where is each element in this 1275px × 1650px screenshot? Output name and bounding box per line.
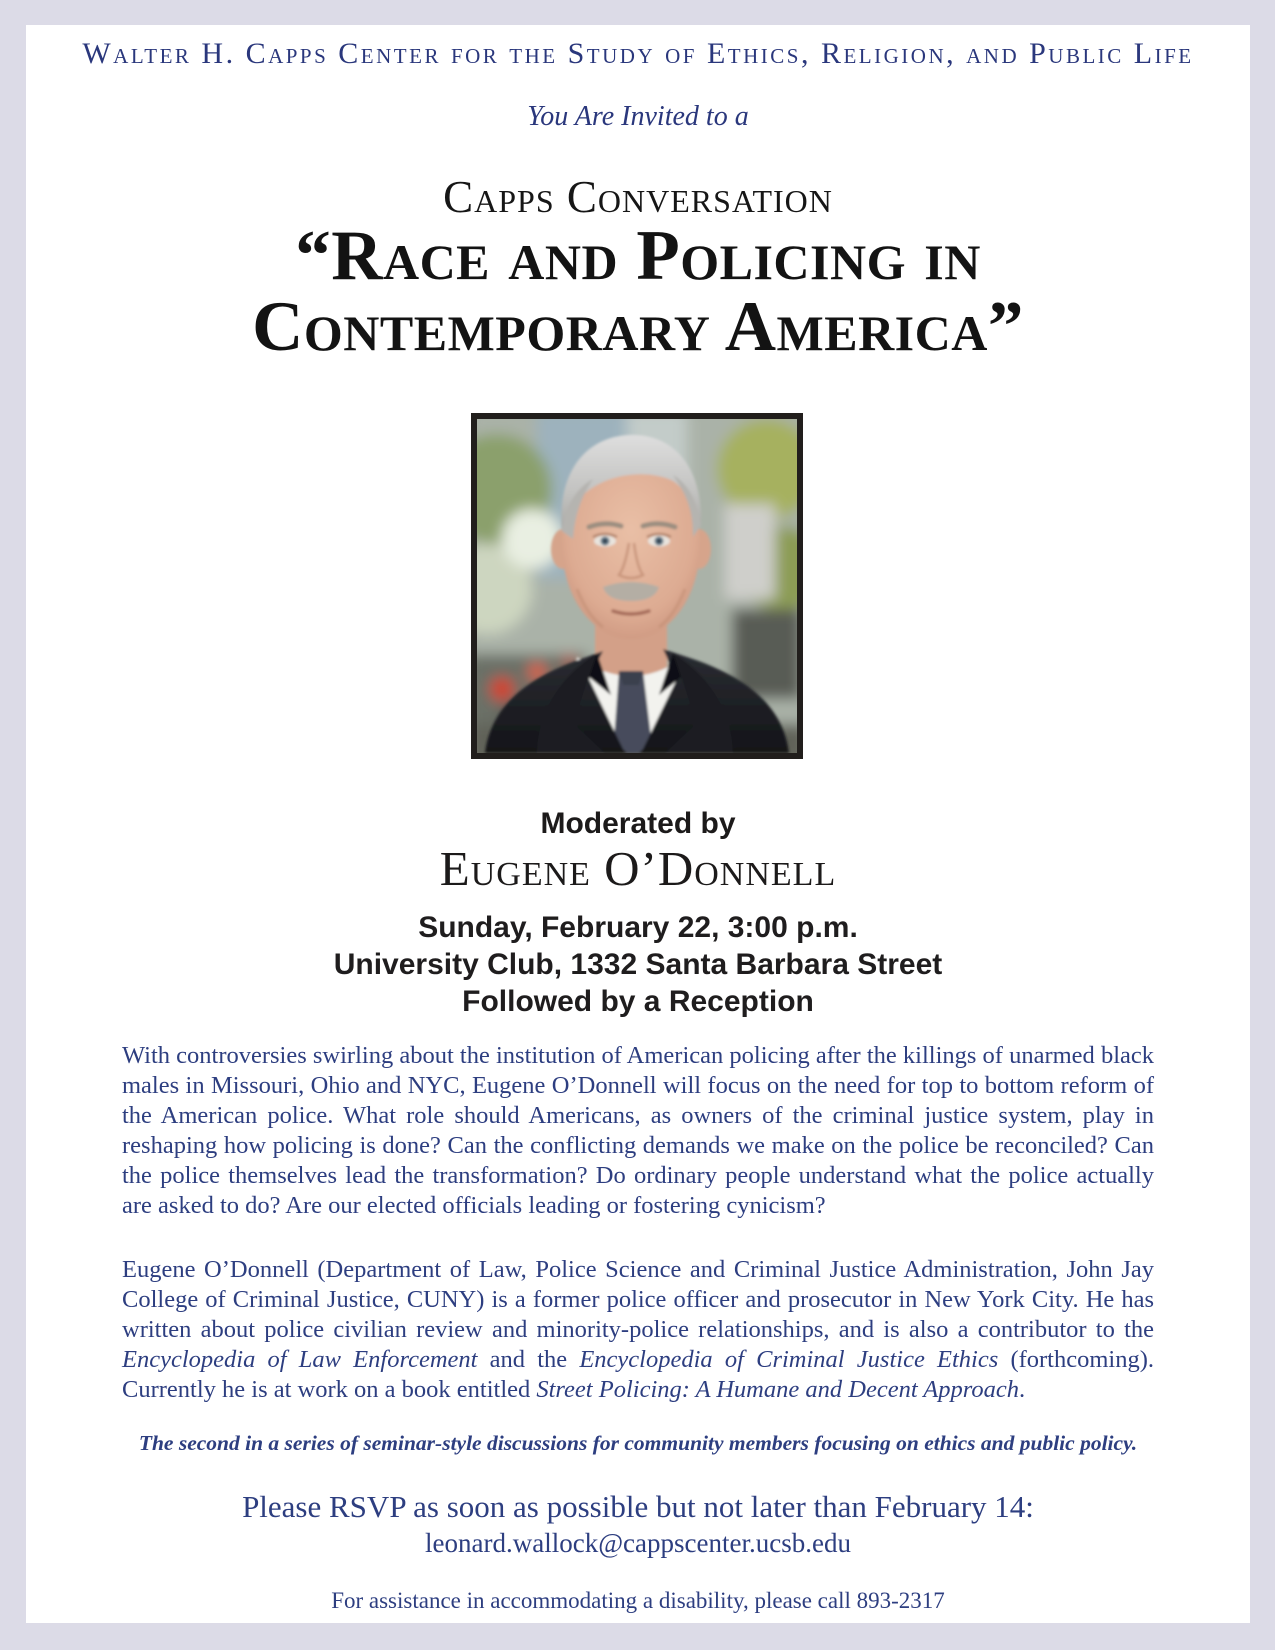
- event-reception: Followed by a Reception: [462, 985, 814, 1018]
- rsvp-email-link[interactable]: leonard.wallock@cappscenter.ucsb.edu: [425, 1528, 851, 1558]
- bio-text: .: [1019, 1376, 1026, 1403]
- moderated-by-label: Moderated by: [540, 807, 736, 840]
- book-title-3: Street Policing: A Humane and Decent Approach: [536, 1376, 1020, 1403]
- rsvp-line: Please RSVP as soon as possible but not later than February 14:: [242, 1489, 1034, 1524]
- series-note: The second in a series of seminar-style discussions for community members focusing on ethics and public policy.: [138, 1431, 1138, 1455]
- event-datetime: Sunday, February 22, 3:00 p.m.: [418, 911, 858, 944]
- flyer-sheet: [26, 25, 1250, 1623]
- event-title-line2: Contemporary America”: [252, 288, 1024, 366]
- description-paragraph: With controversies swirling about the institution of American policing after the killings of unarmed black males in Missouri, Ohio and NYC, Eugene O’Donnell will focus on the need for top to bottom reform of the American police. What role should Americans, as owners of the criminal justice system, play in reshaping how policing is done? Can the conflicting demands we make on the police be reconciled? Can the police themselves lead the transformation? Do ordinary people understand what the police actually are asked to do? Are our elected officials leading or fostering cynicism?: [122, 1042, 1154, 1219]
- event-title: [26, 217, 1250, 366]
- event-location: University Club, 1332 Santa Barbara Street: [333, 948, 943, 981]
- org-header: Walter H. Capps Center for the Study of Ethics, Religion, and Public Life: [82, 37, 1194, 70]
- series-kicker: Capps Conversation: [443, 172, 833, 222]
- speaker-photo: [471, 413, 803, 759]
- book-title-2: Encyclopedia of Criminal Justice Ethics: [579, 1346, 999, 1373]
- event-details: [26, 909, 1250, 1020]
- event-title-line1: “Race and Policing in: [295, 217, 981, 295]
- bio-text: (forthcoming). Currently he is at work on a book entitled: [122, 1346, 1154, 1403]
- book-title-1: Encyclopedia of Law Enforcement: [122, 1346, 478, 1373]
- bio-paragraph: [122, 1255, 1154, 1405]
- bio-text: and the: [477, 1346, 580, 1373]
- invitation-line: You Are Invited to a: [527, 101, 749, 132]
- speaker-photo-illustration: [477, 419, 797, 753]
- moderator-name: Eugene O’Donnell: [439, 841, 837, 896]
- bio-text: Eugene O’Donnell (Department of Law, Police Science and Criminal Justice Administration, John Jay College of Criminal Justice, CUNY) is a former police officer and prosecutor in New York City. He has written about police civilian review and minority-police relationships, and is also a contributor to the: [122, 1256, 1154, 1343]
- accessibility-note: For assistance in accommodating a disability, please call 893-2317: [331, 1588, 945, 1613]
